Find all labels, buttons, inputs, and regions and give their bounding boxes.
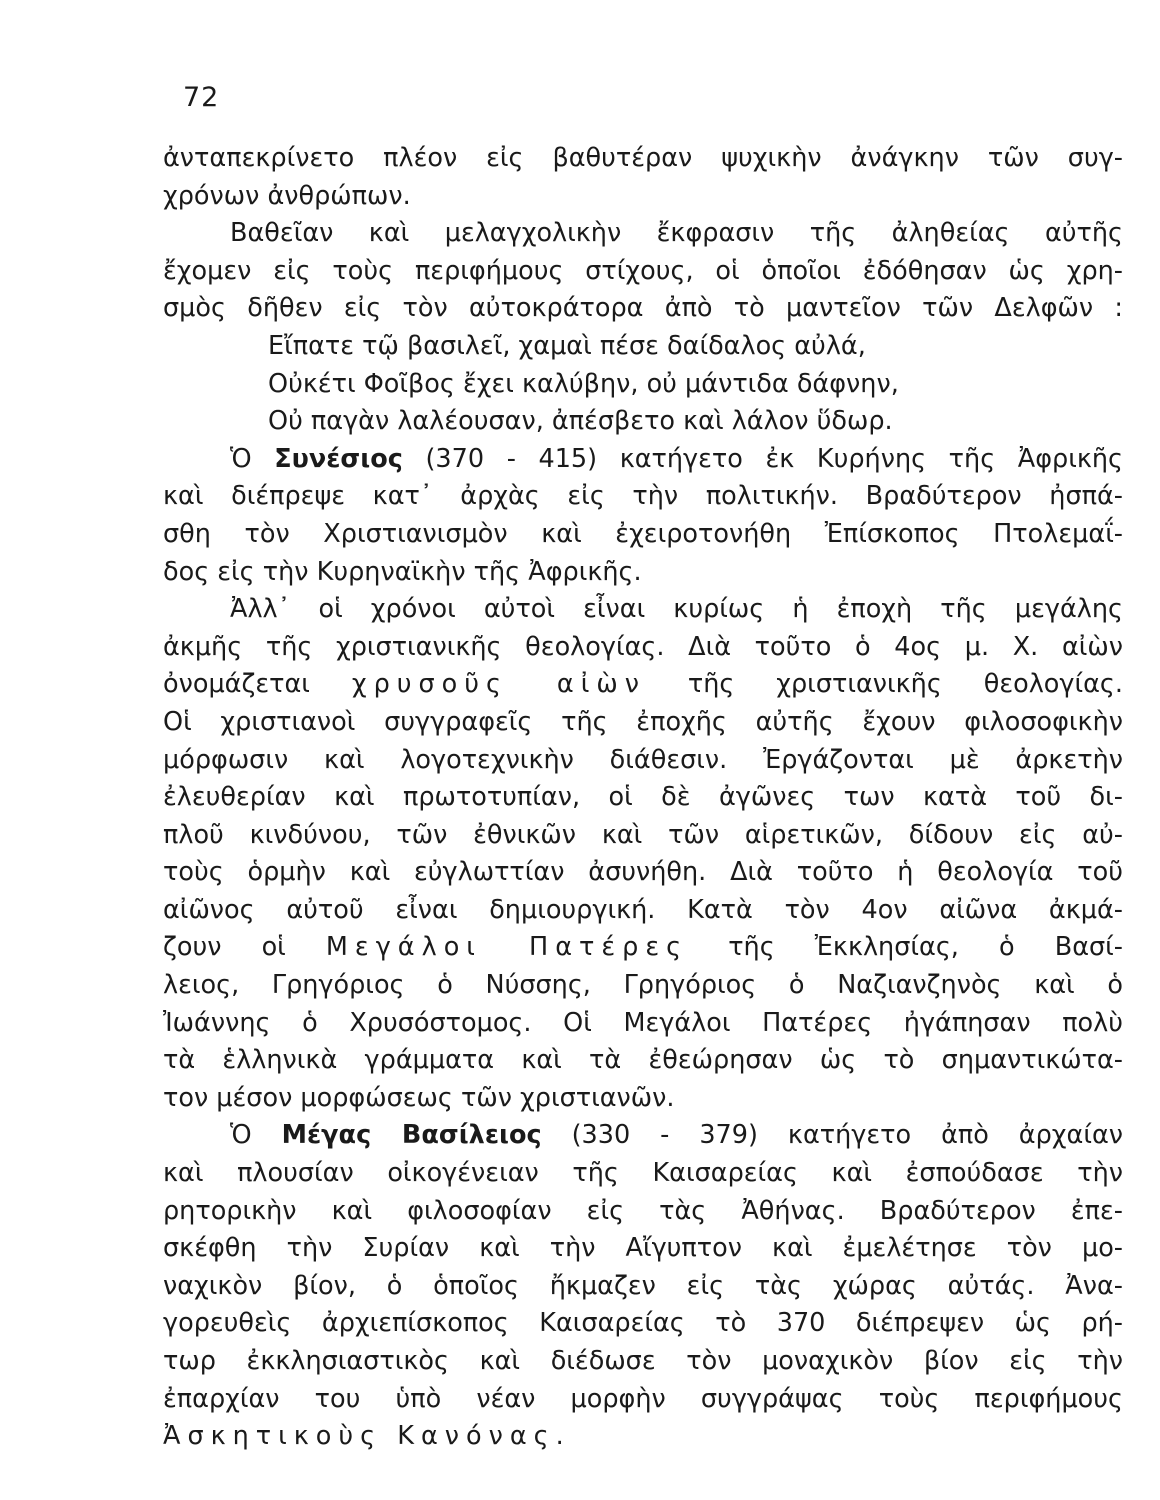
- text-line: ἔχομεν εἰς τοὺς περιφήμους στίχους, οἱ ὁποῖοι ἐδόθησαν ὡς χρη-: [163, 255, 1123, 286]
- text-run: ζουν οἱ: [163, 932, 326, 963]
- text-line: γορευθεὶς ἀρχιεπίσκοπος Καισαρείας τὸ 370 διέπρεψεν ὡς ρή-: [163, 1308, 1123, 1339]
- text-line: τοὺς ὁρμὴν καὶ εὐγλωττίαν ἀσυνήθη. Διὰ τοῦτο ἡ θεολογία τοῦ: [163, 857, 1123, 888]
- text-run: Ὁ: [230, 443, 275, 474]
- text-line: δος εἰς τὴν Κυρηναϊκὴν τῆς Ἀφρικῆς.: [163, 556, 642, 587]
- text-line: Βαθεῖαν καὶ μελαγχολικὴν ἔκφρασιν τῆς ἀληθείας αὐτῆς: [230, 218, 1123, 249]
- text-run: Ὁ: [230, 1120, 282, 1151]
- text-line: ἐλευθερίαν καὶ πρωτοτυπίαν, οἱ δὲ ἀγῶνες των κατὰ τοῦ δι-: [163, 782, 1123, 813]
- body-text: [163, 140, 1123, 1456]
- text-line: [163, 929, 1123, 967]
- text-line: ἀκμῆς τῆς χριστιανικῆς θεολογίας. Διὰ τοῦτο ὁ 4ος μ. Χ. αἰὼν: [163, 631, 1123, 662]
- text-line: [163, 1117, 1123, 1155]
- text-line: μόρφωσιν καὶ λογοτεχνικὴν διάθεσιν. Ἐργάζονται μὲ ἀρκετὴν: [163, 744, 1123, 775]
- text-line: ναχικὸν βίον, ὁ ὁποῖος ἤκμαζεν εἰς τὰς χώρας αὐτάς. Ἀνα-: [163, 1270, 1123, 1301]
- text-line: Οἱ χριστιανοὶ συγγραφεῖς τῆς ἐποχῆς αὐτῆς ἔχουν φιλοσοφικὴν: [163, 706, 1123, 737]
- text-line: Εἴπατε τῷ βασιλεῖ, χαμαὶ πέσε δαίδαλος αὐλά,: [268, 330, 866, 361]
- spaced-emphasis: Μεγάλοι Πατέρες: [325, 932, 689, 963]
- text-line: λειος, Γρηγόριος ὁ Νύσσης, Γρηγόριος ὁ Ναζιανζηνὸς καὶ ὁ: [163, 970, 1123, 1001]
- text-line: Ἀλλ᾽ οἱ χρόνοι αὐτοὶ εἶναι κυρίως ἡ ἐποχὴ τῆς μεγάλης: [230, 594, 1123, 625]
- text-run: τῆς χριστιανικῆς θεολογίας.: [645, 669, 1123, 700]
- text-line: πλοῦ κινδύνου, τῶν ἐθνικῶν καὶ τῶν αἱρετικῶν, δίδουν εἰς αὐ-: [163, 819, 1123, 850]
- text-line: [163, 666, 1123, 704]
- text-line: σμὸς δῆθεν εἰς τὸν αὐτοκράτορα ἀπὸ τὸ μαντεῖον τῶν Δελφῶν :: [163, 293, 1123, 324]
- text-line: αἰῶνος αὐτοῦ εἶναι δημιουργική. Κατὰ τὸν 4ον αἰῶνα ἀκμά-: [163, 894, 1123, 925]
- text-line: τον μέσον μορφώσεως τῶν χριστιανῶν.: [163, 1082, 675, 1113]
- text-line: Ἰωάννης ὁ Χρυσόστομος. Οἱ Μεγάλοι Πατέρες ἠγάπησαν πολὺ: [163, 1007, 1123, 1038]
- text-line: Οὐ παγὰν λαλέουσαν, ἀπέσβετο καὶ λάλον ὕδωρ.: [268, 406, 893, 437]
- text-line: σθη τὸν Χριστιανισμὸν καὶ ἐχειροτονήθη Ἐπίσκοπος Πτολεμαΐ-: [163, 518, 1123, 549]
- text-run: (330 - 379) κατήγετο ἀπὸ ἀρχαίαν: [541, 1120, 1124, 1151]
- spaced-emphasis: χρυσοῦς αἰὼν: [351, 669, 646, 700]
- text-line: [163, 441, 1123, 479]
- text-line: σκέφθη τὴν Συρίαν καὶ τὴν Αἴγυπτον καὶ ἐμελέτησε τὸν μο-: [163, 1233, 1123, 1264]
- text-line: τωρ ἐκκλησιαστικὸς καὶ διέδωσε τὸν μοναχικὸν βίον εἰς τὴν: [163, 1346, 1123, 1376]
- spaced-emphasis: Ἀσκητικοὺς Κανόνας: [163, 1421, 556, 1452]
- text-line: Οὐκέτι Φοῖβος ἔχει καλύβην, οὐ μάντιδα δάφνην,: [268, 368, 899, 399]
- text-line: [163, 1418, 1123, 1456]
- text-line: ρητορικὴν καὶ φιλοσοφίαν εἰς τὰς Ἀθήνας. Βραδύτερον ἐπε-: [163, 1195, 1123, 1226]
- text-run: τῆς Ἐκκλησίας, ὁ Βασί-: [688, 932, 1123, 963]
- text-line: ἐπαρχίαν του ὑπὸ νέαν μορφὴν συγγράψας τοὺς περιφήμους: [163, 1383, 1123, 1414]
- text-line: ἀνταπεκρίνετο πλέον εἰς βαθυτέραν ψυχικὴν ἀνάγκην τῶν συγ-: [163, 143, 1123, 173]
- text-run: .: [555, 1421, 564, 1452]
- text-line: καὶ διέπρεψε κατ᾽ ἀρχὰς εἰς τὴν πολιτικήν. Βραδύτερον ἠσπά-: [163, 481, 1123, 512]
- text-line: τὰ ἑλληνικὰ γράμματα καὶ τὰ ἐθεώρησαν ὡς τὸ σημαντικώτα-: [163, 1045, 1123, 1076]
- bold-name: Συνέσιος: [274, 443, 403, 474]
- text-run: ὀνομάζεται: [163, 669, 352, 700]
- page-number: 72: [183, 82, 220, 113]
- bold-name: Μέγας Βασίλειος: [281, 1120, 542, 1151]
- text-run: (370 - 415) κατήγετο ἐκ Κυρήνης τῆς Ἀφρικῆς: [402, 443, 1123, 474]
- text-line: καὶ πλουσίαν οἰκογένειαν τῆς Καισαρείας καὶ ἐσπούδασε τὴν: [163, 1158, 1123, 1189]
- text-line: χρόνων ἀνθρώπων.: [163, 180, 411, 211]
